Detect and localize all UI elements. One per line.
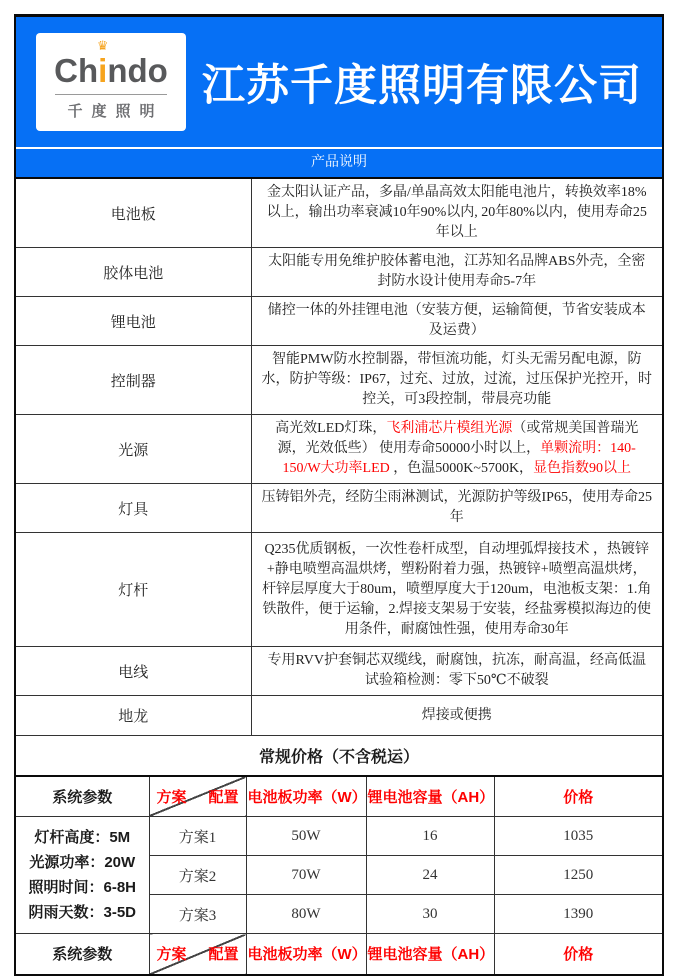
spec-row-lamp-fixture xyxy=(15,484,663,533)
spec-label: 电池板 xyxy=(15,178,251,248)
diagonal-split-cell xyxy=(150,777,246,817)
spec-desc: 压铸铝外壳，经防尘雨淋测试，光源防护等级IP65，使用寿命25年 xyxy=(251,484,663,533)
spec-row-controller xyxy=(15,346,663,415)
price-header-price: 价格 xyxy=(494,776,663,817)
spec-row-battery-panel xyxy=(15,178,663,248)
spec-desc: 专用RVV护套铜芯双缆线，耐腐蚀，抗冻，耐高温，经高低温试验箱检测：零下50℃不破裂 xyxy=(251,647,663,696)
regular-price-title: 常规价格（不含税运） xyxy=(15,736,663,776)
config-label: 配置 xyxy=(208,788,239,806)
product-description-banner: 产品说明 xyxy=(16,147,662,177)
spec-desc: 储控一体的外挂锂电池（安装方便，运输简便，节省安装成本及运费） xyxy=(251,297,663,346)
brand-header xyxy=(14,14,664,177)
plan-battery-capacity: 16 xyxy=(366,817,494,856)
spec-desc: Q235优质钢板，一次性卷杆成型，自动埋弧焊接技术 ，热镀锌+静电喷塑高温烘烤，塑粉附着力强，热镀锌+喷塑高温烘烤，杆锌层厚度大于80um，喷塑厚度大于120um，电池板支架：1.角铁散件，便于运输，2.焊接支架易于安装，经盐雾模拟海边的使用条件，耐腐蚀性强，使用寿命30年 xyxy=(251,533,663,647)
desc-segment: ，色温5000K~5700K， xyxy=(389,461,534,476)
plan-name: 方案1 xyxy=(149,817,246,856)
price-header-battery-capacity: 锂电池容量（AH） xyxy=(366,776,494,817)
product-spec-sheet xyxy=(14,14,664,976)
plan-price: 1035 xyxy=(494,817,663,856)
plan-price: 1250 xyxy=(494,856,663,895)
desc-segment-highlight: 单颗流明：140-150/W大功率LED xyxy=(282,441,636,476)
plan-price: 1390 xyxy=(494,895,663,934)
plan-label: 方案 xyxy=(156,788,187,806)
spec-row-wire xyxy=(15,647,663,696)
plan-battery-capacity: 24 xyxy=(366,856,494,895)
config-label: 配置 xyxy=(208,946,239,964)
logo-divider xyxy=(55,94,167,95)
chindo-logo xyxy=(36,33,186,131)
desc-segment: 高光效LED灯珠， xyxy=(275,421,387,436)
desc-segment-highlight: 显色指数90以上 xyxy=(533,461,632,476)
price-header-row-bottom xyxy=(15,934,663,975)
price-header-panel-power: 电池板功率（W） xyxy=(246,776,366,817)
price-header-plan-config xyxy=(149,776,246,817)
diagonal-split-cell xyxy=(150,934,246,974)
price-section-title-row xyxy=(15,736,663,776)
spec-label: 光源 xyxy=(15,415,251,484)
price-header-params: 系统参数 xyxy=(15,934,149,975)
spec-desc: 智能PMW防水控制器，带恒流功能，灯头无需另配电源，防水，防护等级：IP67，过充、过放，过流，过压保护光控开，时控关，可3段控制，带晨亮功能 xyxy=(251,346,663,415)
plan-name: 方案3 xyxy=(149,895,246,934)
brand-row xyxy=(16,17,662,147)
spec-label: 灯具 xyxy=(15,484,251,533)
plan-label: 方案 xyxy=(156,946,187,964)
logo-text-prefix: Ch xyxy=(54,51,99,89)
price-table xyxy=(14,775,664,976)
plan-panel-power: 80W xyxy=(246,895,366,934)
price-header-battery-capacity: 锂电池容量（AH） xyxy=(366,934,494,975)
spec-label: 灯杆 xyxy=(15,533,251,647)
param-lighting-time: 照明时间：6-8H xyxy=(28,879,136,896)
spec-desc xyxy=(251,415,663,484)
spec-row-gel-battery xyxy=(15,248,663,297)
price-header-params: 系统参数 xyxy=(15,776,149,817)
crown-icon: ♛ xyxy=(96,38,109,54)
plan-name: 方案2 xyxy=(149,856,246,895)
company-name: 江苏千度照明有限公司 xyxy=(202,61,642,110)
spec-label: 地龙 xyxy=(15,696,251,736)
spec-row-anchor-cage xyxy=(15,696,663,736)
logo-text-suffix: ndo xyxy=(107,51,168,89)
param-light-power: 光源功率：20W xyxy=(29,854,136,871)
spec-label: 控制器 xyxy=(15,346,251,415)
spec-desc: 焊接或便携 xyxy=(251,696,663,736)
plan-panel-power: 50W xyxy=(246,817,366,856)
spec-row-lithium-battery xyxy=(15,297,663,346)
price-header-plan-config xyxy=(149,934,246,975)
spec-desc: 金太阳认证产品，多晶/单晶高效太阳能电池片，转换效率18%以上，输出功率衰减10年90%以内, 20年80%以内，使用寿命25年以上 xyxy=(251,178,663,248)
price-header-price: 价格 xyxy=(494,934,663,975)
system-params-cell xyxy=(15,817,149,934)
spec-table xyxy=(14,177,664,777)
desc-segment-highlight: 飞利浦芯片模组光源 xyxy=(386,421,513,436)
spec-label: 电线 xyxy=(15,647,251,696)
plan-panel-power: 70W xyxy=(246,856,366,895)
param-pole-height: 灯杆高度：5M xyxy=(34,829,131,846)
plan-row-1 xyxy=(15,817,663,856)
spec-row-light-source xyxy=(15,415,663,484)
desc-segment: （或常规美国普瑞光源，光效低些） 使用寿命50000小时以上， xyxy=(277,421,639,456)
price-header-row-top xyxy=(15,776,663,817)
spec-label: 锂电池 xyxy=(15,297,251,346)
spec-label: 胶体电池 xyxy=(15,248,251,297)
spec-desc: 太阳能专用免维护胶体蓄电池，江苏知名品牌ABS外壳，全密封防水设计使用寿命5-7年 xyxy=(251,248,663,297)
logo-subtitle: 千度照明 xyxy=(67,102,164,120)
price-header-panel-power: 电池板功率（W） xyxy=(246,934,366,975)
param-rainy-days: 阴雨天数：3-5D xyxy=(28,904,136,921)
logo-wordmark xyxy=(54,38,168,89)
logo-letter-i: ♛ i xyxy=(96,38,109,89)
spec-row-lamp-pole xyxy=(15,533,663,647)
plan-battery-capacity: 30 xyxy=(366,895,494,934)
